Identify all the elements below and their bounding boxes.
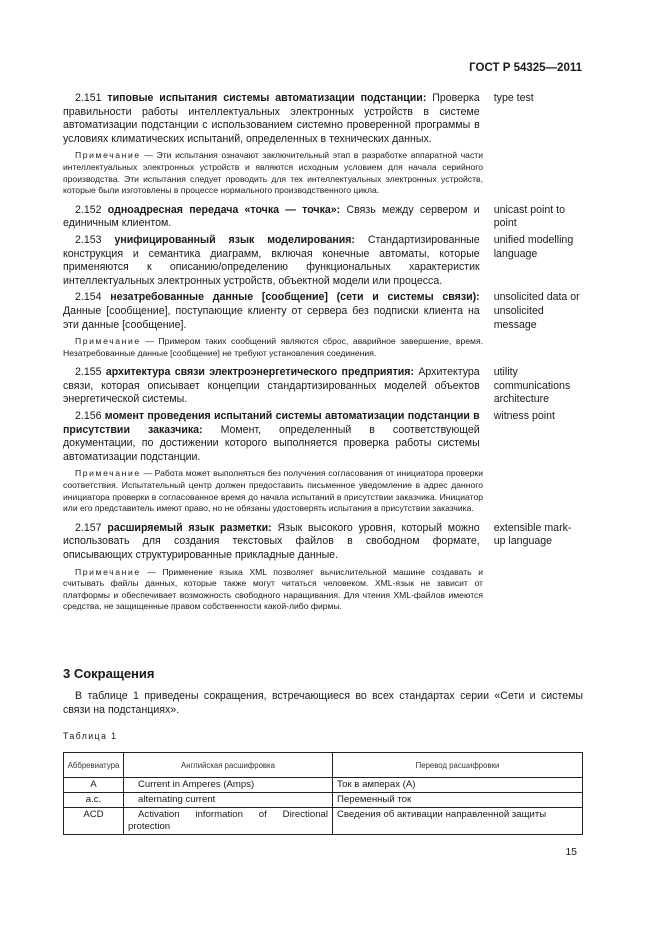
table-row [64, 778, 583, 793]
entry-number: 2.155 [75, 366, 102, 379]
definition-text [63, 92, 480, 146]
cell-english-text: Current in Amperes (Amps) [138, 779, 255, 790]
entry-number: 2.153 [75, 233, 102, 246]
entry-number: 2.152 [75, 203, 102, 216]
definition-text [63, 204, 480, 231]
note-label: Примечание [75, 566, 141, 577]
definition-entry [63, 204, 583, 231]
entry-term: унифицированный язык моделирования: [114, 233, 355, 246]
definition-entry [63, 366, 583, 407]
english-term: type test [493, 92, 534, 104]
table-header-row [64, 753, 583, 778]
note-text: — Эти испытания означают заключительный этап в разработке аппаратной части интеллектуальных электронных устройств и являются исходным условием для начала серийного производства. Эти испытания следует проводить для тех интеллектуальных электронных устройств, которые были изготовлены в процессе нормального производственного цикла. [63, 150, 483, 196]
definition-entry [63, 291, 583, 332]
abbreviations-table [63, 752, 583, 835]
entry-definition: Язык высокого уровня, который можно использовать для создания текстовых файлов в свободном формате, описывающих структурированные прикладные данные. [63, 521, 480, 561]
header-abbreviation: Аббревиатура [64, 753, 124, 778]
entry-definition: Проверка правильности работы интеллектуальных электронных устройств в системе автоматизации подстанции с использованием системно проверенной программы в условиях климатических испытаний, определенных в технических данных. [63, 92, 480, 145]
entry-number: 2.157 [75, 521, 102, 534]
section-intro: В таблице 1 приведены сокращения, встречающиеся во всех стандартах серии «Сети и системы связи на подстанциях». [63, 690, 583, 716]
cell-english [124, 778, 333, 793]
entry-term: расширяемый язык разметки: [107, 521, 272, 534]
page-number: 15 [565, 846, 577, 858]
section-title: 3 Сокращения [63, 666, 155, 681]
document-code: ГОСТ Р 54325—2011 [469, 62, 582, 74]
entry-term: архитектура связи электроэнергетического предприятия: [105, 366, 415, 379]
note-label: Примечание [75, 150, 141, 161]
english-term: extensible mark-up language [493, 521, 572, 548]
english-term: unicast point to point [493, 203, 565, 230]
note [63, 567, 483, 613]
cell-translation: Ток в амперах (А) [333, 778, 583, 793]
entry-definition: Стандартизированные конструкция и семантика диаграмм, включая конечные автоматы, которые применяются к описанию/определению функциональных характеристик интеллектуальных электронных устройств, объектной модели или процесса. [63, 233, 480, 287]
cell-english-text: Activation information of Directional protection [128, 809, 328, 832]
english-term: unified modelling language [493, 233, 574, 260]
header-english: Английская расшифровка [124, 753, 333, 778]
entry-number: 2.156 [75, 410, 102, 423]
entry-number: 2.154 [75, 291, 102, 304]
entry-definition: Данные [сообщение], поступающие клиенту от сервера без подписки клиента на эти данные [сообщение]. [63, 304, 480, 331]
header-translation: Перевод расшифровки [333, 753, 583, 778]
definition-entry [63, 234, 583, 288]
note-text: — Работа может выполняться без получения согласования от инициатора проверки соответствия. Испытательный центр должен предоставить письменное уведомление в адрес данного инициатора проверки в согласованное время до начала испытаний в присутствии заказчика. Инициатор или его представитель имеют право, но не обязаны удостоверять испытания в присутствии заказчика. [63, 468, 483, 514]
table-caption: Таблица 1 [63, 731, 118, 741]
definition-entry [63, 522, 583, 563]
cell-abbreviation: a.c. [64, 793, 124, 808]
entry-definition: Момент, определенный в соответствующей документации, по достижении которого выполняется проверка работы системы автоматизации подстанции. [63, 423, 480, 463]
definitions-list [63, 92, 583, 620]
definition-text [63, 366, 480, 407]
note-text: — Применение языка XML позволяет вычислительной машине создавать и считывать файлы данных, которые также могут читаться человеком. XML-язык не зависит от платформы и обеспечивает возможность свободного наращивания. Для чтения XML-файлов имеются средства, не защищенные правом собственности какой-либо фирмы. [63, 566, 483, 612]
english-term: utility communications architecture [493, 366, 571, 406]
table-row [64, 793, 583, 808]
cell-english-text: alternating current [138, 794, 216, 805]
entry-term: типовые испытания системы автоматизации подстанции: [107, 92, 427, 104]
note-label: Примечание [75, 468, 141, 479]
note [63, 336, 483, 359]
definition-text [63, 410, 480, 464]
cell-translation: Сведения об активации направленной защиты [333, 808, 583, 835]
cell-abbreviation: ACD [64, 808, 124, 835]
cell-english [124, 808, 333, 835]
english-term: witness point [493, 410, 555, 423]
definition-text [63, 522, 480, 563]
entry-term: одноадресная передача «точка — точка»: [107, 203, 341, 216]
cell-abbreviation: A [64, 778, 124, 793]
note [63, 150, 483, 196]
note-label: Примечание [75, 336, 141, 347]
definition-entry [63, 410, 583, 464]
entry-number: 2.151 [75, 92, 102, 104]
entry-term: незатребованные данные [сообщение] (сети и системы связи): [110, 291, 480, 304]
entry-definition: Архитектура связи, которая описывает концепции стандартизированных моделей объектов энергетической системы. [63, 366, 480, 406]
cell-translation: Переменный ток [333, 793, 583, 808]
table-row [64, 808, 583, 835]
cell-english [124, 793, 333, 808]
definition-text [63, 234, 480, 288]
english-term: unsolicited data or unsolicited message [493, 291, 580, 331]
definition-text [63, 291, 480, 332]
entry-definition: Связь между сервером и единичным клиентом. [63, 203, 480, 230]
note-text: — Примером таких сообщений являются сброс, аварийное завершение, время. Незатребованные данные [сообщение] не требуют установления соединения. [63, 336, 483, 358]
note [63, 468, 483, 514]
entry-term: момент проведения испытаний системы автоматизации подстанции в присутствии заказчика: [63, 410, 480, 436]
definition-entry [63, 92, 583, 146]
